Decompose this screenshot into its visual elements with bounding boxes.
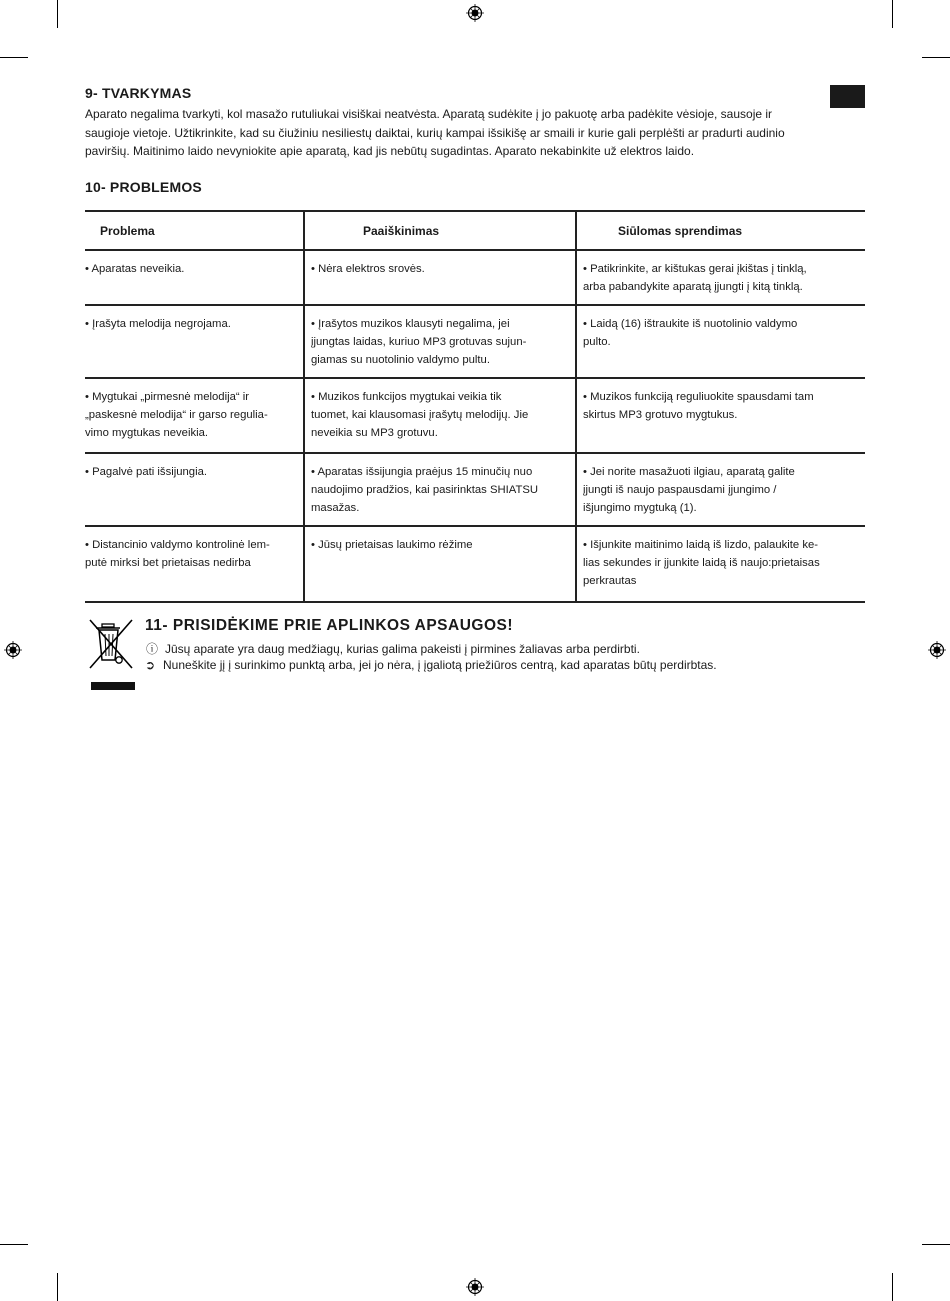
crop-mark — [0, 57, 28, 58]
environment-line — [143, 658, 717, 672]
explanation-cell: • Įrašytos muzikos klausyti negalima, jei įjungtas laidas, kuriuo MP3 grotuvas sujun- giamas su nuotolinio valdymo pultu. — [304, 305, 576, 378]
crop-mark — [892, 1273, 893, 1301]
section-title-environment: 11- PRISIDĖKIME PRIE APLINKOS APSAUGOS! — [145, 617, 514, 634]
crop-mark — [892, 0, 893, 28]
paragraph-line: saugioje vietoje. Užtikrinkite, kad su čiužiniu nesiliestų daiktai, kurių kampai išsikišę ar smaili ir kurie gali perplėšti ar pradurti audinio — [85, 125, 785, 140]
environment-line-text: Jūsų aparate yra daug medžiagų, kurias galima pakeisti į pirmines žaliavas arba perdirbti. — [165, 641, 640, 656]
solution-cell: • Išjunkite maitinimo laidą iš lizdo, palaukite ke- lias sekundes ir įjunkite laidą iš naujo:prietaisas perkrautas — [576, 526, 865, 602]
registration-mark-icon — [4, 641, 22, 659]
solution-cell: • Jei norite masažuoti ilgiau, aparatą galite įjungti iš naujo paspausdami įjungimo / išjungimo mygtuką (1). — [576, 453, 865, 526]
column-header-explanation: Paaiškinimas — [304, 211, 576, 250]
explanation-cell: • Aparatas išsijungia praėjus 15 minučių nuo naudojimo pradžios, kai pasirinktas SHIATSU masažas. — [304, 453, 576, 526]
registration-mark-icon — [466, 1278, 484, 1296]
disposal-paragraph — [85, 105, 845, 161]
table-row — [85, 250, 865, 305]
environment-line — [145, 640, 640, 657]
solution-cell: • Laidą (16) ištraukite iš nuotolinio valdymo pulto. — [576, 305, 865, 378]
table-row — [85, 305, 865, 378]
explanation-cell: • Jūsų prietaisas laukimo rėžime — [304, 526, 576, 602]
crop-mark — [922, 57, 950, 58]
crop-mark — [922, 1244, 950, 1245]
crop-mark — [57, 0, 58, 28]
paragraph-line: Aparato negalima tvarkyti, kol masažo rutuliukai visiškai neatvėsta. Aparatą sudėkite į jo pakuotę arba padėkite vėsioje, sausoje ir — [85, 107, 773, 121]
table-row — [85, 378, 865, 453]
problem-cell: • Aparatas neveikia. — [85, 250, 304, 305]
paragraph-line: paviršių. Maitinimo laido nevyniokite apie aparatą, kad jis nebūtų sugadintas. Aparato nekabinkite už elektros laido. — [85, 144, 695, 158]
info-icon: ⓘ — [145, 642, 158, 656]
problems-table — [85, 210, 865, 603]
explanation-cell: • Muzikos funkcijos mygtukai veikia tik tuomet, kai klausomasi įrašytų melodijų. Jie neveikia su MP3 grotuvu. — [304, 378, 576, 453]
arrow-right-icon: ➲ — [144, 658, 156, 672]
table-row — [85, 526, 865, 602]
problem-cell: • Įrašyta melodija negrojama. — [85, 305, 304, 378]
column-header-solution: Siūlomas sprendimas — [576, 211, 865, 250]
problem-cell: • Distancinio valdymo kontrolinė lem- putė mirksi bet prietaisas nedirba — [85, 526, 304, 602]
bin-underline-bar — [91, 682, 135, 690]
section-title-problems: 10- PROBLEMOS — [85, 179, 202, 195]
problem-cell: • Mygtukai „pirmesnė melodija“ ir „paskesnė melodija“ ir garso regulia- vimo mygtukas neveikia. — [85, 378, 304, 453]
table-header-row — [85, 211, 865, 250]
crop-mark — [57, 1273, 58, 1301]
environment-line-text: Nuneškite jį į surinkimo punktą arba, jei jo nėra, į įgaliotą priežiūros centrą, kad aparatas būtų perdirbtas. — [163, 658, 717, 672]
registration-mark-icon — [928, 641, 946, 659]
solution-cell: • Patikrinkite, ar kištukas gerai įkištas į tinklą, arba pabandykite aparatą įjungti į kitą tinklą. — [576, 250, 865, 305]
crop-mark — [0, 1244, 28, 1245]
explanation-cell: • Nėra elektros srovės. — [304, 250, 576, 305]
crossed-out-bin-icon — [88, 618, 134, 670]
registration-mark-icon — [466, 4, 484, 22]
solution-cell: • Muzikos funkciją reguliuokite spausdami tam skirtus MP3 grotuvo mygtukus. — [576, 378, 865, 453]
problem-cell: • Pagalvė pati išsijungia. — [85, 453, 304, 526]
table-row — [85, 453, 865, 526]
column-header-problem: Problema — [85, 211, 304, 250]
section-title-disposal: 9- TVARKYMAS — [85, 85, 192, 101]
